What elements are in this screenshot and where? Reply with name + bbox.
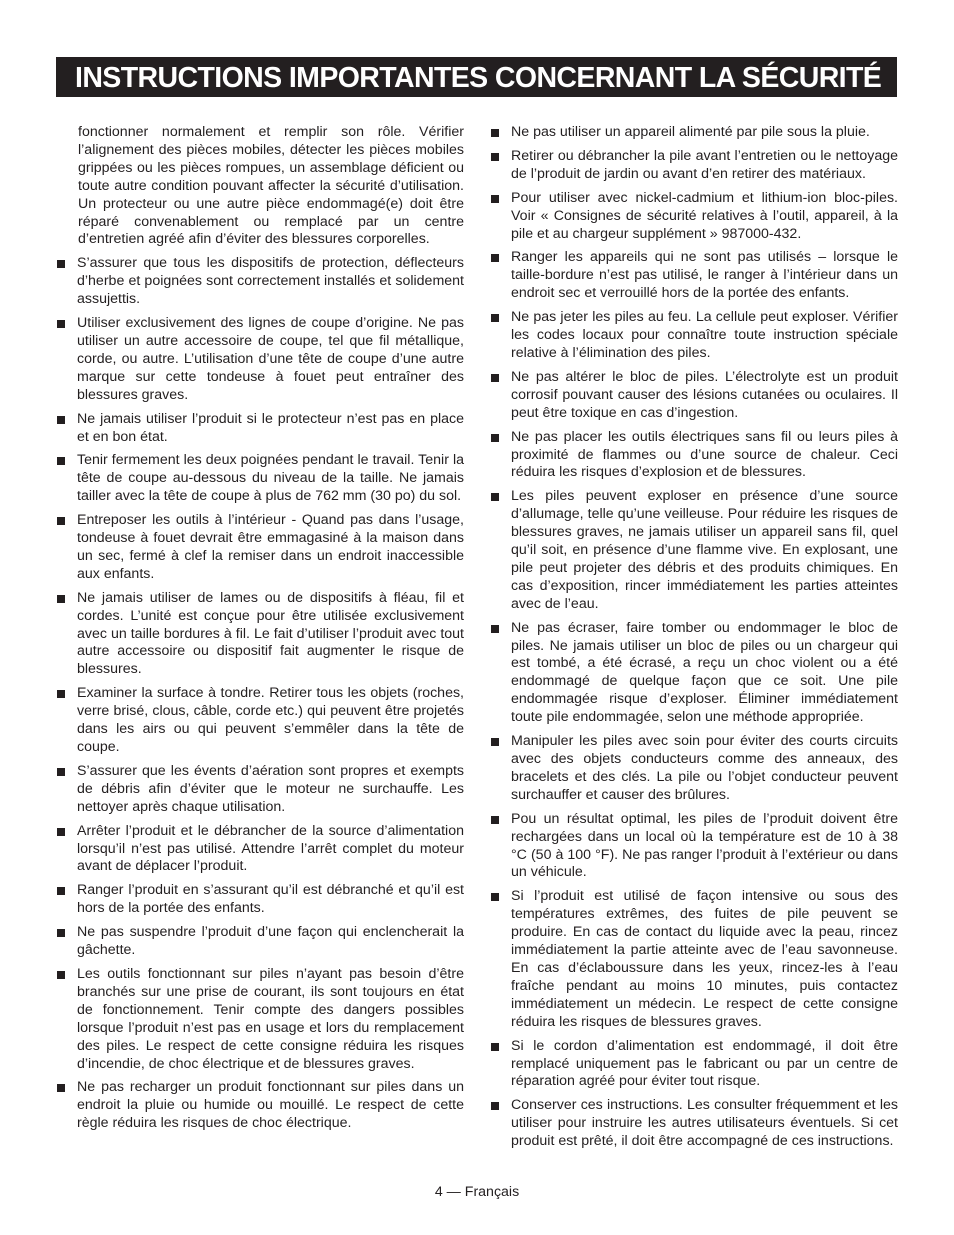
- square-bullet-icon: [57, 971, 65, 979]
- list-item: Conserver ces instructions. Les consulter fréquemment et les utiliser pour instruire les autres utilisateurs éventuels. Si cet produit est prêté, il doit être accompagné de ces instructions.: [490, 1097, 898, 1151]
- square-bullet-icon: [491, 738, 499, 746]
- square-bullet-icon: [57, 595, 65, 603]
- list-item: Ne pas recharger un produit fonctionnant sur piles dans un endroit la pluie ou humide ou mouillé. Le respect de cette règle réduira les risques de choc électrique.: [56, 1079, 464, 1133]
- list-item: Pou un résultat optimal, les piles de l’produit doivent être rechargées dans un local où la température est de 10 à 38 °C (50 à 100 °F). Ne pas ranger l’produit à l’extérieur ou dans un véhicule.: [490, 811, 898, 883]
- list-item: Ne pas écraser, faire tomber ou endommager le bloc de piles. Ne jamais utiliser un bloc de piles ou un chargeur qui est tombé, a été écrasé, a reçu un choc violent ou a été endommagé de quelque façon que ce soit. Une pile endommagée risque d’exploser. Éliminer immédiatement toute pile endommagée, selon une méthode appropriée.: [490, 620, 898, 727]
- list-item: Ne pas utiliser un appareil alimenté par pile sous la pluie.: [490, 124, 898, 142]
- square-bullet-icon: [491, 816, 499, 824]
- list-item: Ranger les appareils qui ne sont pas utilisés – lorsque le taille-bordure n’est pas utilisé, le ranger à l’intérieur dans un endroit sec et verrouillé hors de la portée des enfants.: [490, 249, 898, 303]
- square-bullet-icon: [491, 434, 499, 442]
- list-item: Ne pas suspendre l’produit d’une façon qui enclencherait la gâchette.: [56, 924, 464, 960]
- list-item: Examiner la surface à tondre. Retirer tous les objets (roches, verre brisé, clous, câble, corde etc.) qui peuvent être projetés dans les airs ou qui peuvent s’emmêler dans la tête de coupe.: [56, 685, 464, 757]
- square-bullet-icon: [57, 320, 65, 328]
- square-bullet-icon: [57, 1084, 65, 1092]
- list-item: Utiliser exclusivement des lignes de coupe d’origine. Ne pas utiliser un autre accessoire de coupe, tel que fil métallique, corde, ou autre. L’utilisation d’une tête de coupe d’une autre marque sur cette tondeuse à fouet peut entraîner des blessures graves.: [56, 315, 464, 405]
- list-item: Si le cordon d’alimentation est endommagé, il doit être remplacé uniquement pas le fabricant ou par un centre de réparation agréé pour éviter tout risque.: [490, 1038, 898, 1092]
- list-item: Ne pas placer les outils électriques sans fil ou leurs piles à proximité de flammes ou d’une source de chaleur. Ceci réduira les risques d’explosion et de blessures.: [490, 429, 898, 483]
- right-column: [490, 124, 898, 1157]
- list-item: Ne pas jeter les piles au feu. La cellule peut exploser. Vérifier les codes locaux pour connaître toute instruction spéciale relative à l’élimination des piles.: [490, 309, 898, 363]
- square-bullet-icon: [491, 1043, 499, 1051]
- left-column: [56, 124, 464, 1139]
- page-footer: 4 — Français: [434, 1184, 520, 1200]
- list-item: Pour utiliser avec nickel-cadmium et lithium-ion bloc-piles. Voir « Consignes de sécurité relatives à l’outil, appareil, à la pile et au chargeur supplément » 987000-432.: [490, 190, 898, 244]
- square-bullet-icon: [57, 517, 65, 525]
- square-bullet-icon: [57, 690, 65, 698]
- list-item: Ne pas altérer le bloc de piles. L’électrolyte est un produit corrosif pouvant causer des lésions cutanées ou oculaires. Il peut être toxique en cas d’ingestion.: [490, 369, 898, 423]
- list-item: Ranger l’produit en s’assurant qu’il est débranché et qu’il est hors de la portée des enfants.: [56, 882, 464, 918]
- list-item: S’assurer que les évents d’aération sont propres et exempts de débris afin d’éviter que le moteur ne surchauffe. Les nettoyer après chaque utilisation.: [56, 763, 464, 817]
- square-bullet-icon: [57, 768, 65, 776]
- square-bullet-icon: [491, 893, 499, 901]
- list-item: Entreposer les outils à l’intérieur - Quand pas dans l’usage, tondeuse à fouet devrait être emmagasiné à la maison dans un sec, fermé à clef la remiser dans un endroit inaccessible aux enfants.: [56, 512, 464, 584]
- square-bullet-icon: [491, 314, 499, 322]
- page-title: INSTRUCTIONS IMPORTANTES CONCERNANT LA SÉCURITÉ: [75, 62, 882, 94]
- square-bullet-icon: [491, 254, 499, 262]
- list-item: Ne jamais utiliser l’produit si le protecteur n’est pas en place et en bon état.: [56, 411, 464, 447]
- square-bullet-icon: [57, 260, 65, 268]
- continued-paragraph: fonctionner normalement et remplir son rôle. Vérifier l’alignement des pièces mobiles, détecter les pièces mobiles grippées ou les pièces rompues, un assemblage déficient ou toute autre condition pouvant affecter la sécurité d’utilisation. Un protecteur ou une autre pièce endommagé(e) doit être réparé convenablement ou remplacé par un centre d’entretien agréé afin d’éviter des blessures corporelles.: [78, 124, 464, 248]
- square-bullet-icon: [491, 195, 499, 203]
- list-item: Retirer ou débrancher la pile avant l’entretien ou le nettoyage de l’produit de jardin ou avant d’en retirer des matériaux.: [490, 148, 898, 184]
- square-bullet-icon: [491, 493, 499, 501]
- list-item: Ne jamais utiliser de lames ou de dispositifs à fléau, fil et cordes. L’unité est conçue pour être utilisée exclusivement avec un taille bordures à fil. Le fait d’utiliser l’produit avec tout autre accessoire ou dispositif fait augmenter le risque de blessures.: [56, 590, 464, 680]
- square-bullet-icon: [57, 457, 65, 465]
- square-bullet-icon: [491, 625, 499, 633]
- list-item: Les piles peuvent exploser en présence d’une source d’allumage, telle qu’une veilleuse. Pour réduire les risques de blessures graves, ne jamais utiliser un appareil sans fil, quel qu’il soit, en présence d’une flamme vive. En explosant, une pile peut projeter des débris et des produits chimiques. En cas d’exposition, rincer immédiatement les parties atteintes avec de l’eau.: [490, 488, 898, 613]
- list-item: Si l’produit est utilisé de façon intensive ou sous des températures extrêmes, des fuites de pile peuvent se produire. En cas de contact du liquide avec la peau, rincez immédiatement la partie atteinte avec de l’eau savonneuse. En cas d’éclaboussure dans les yeux, rincez-les à l’eau fraîche pendant au moins 10 minutes, puis contactez immédiatement un médecin. Le respect de cette consigne réduira les risques de blessures graves.: [490, 888, 898, 1031]
- list-item: Manipuler les piles avec soin pour éviter des courts circuits avec des objets conducteurs comme des anneaux, des bracelets et des clés. La pile ou l’objet conducteur peuvent surchauffer et causer des brûlures.: [490, 733, 898, 805]
- list-item: Les outils fonctionnant sur piles n’ayant pas besoin d’être branchés sur une prise de courant, ils sont toujours en état de fonctionnement. Tenir compte des dangers possibles lorsque l’produit n’est pas en usage et lors du remplacement des piles. Le respect de cette consigne réduira les risques d’incendie, de choc électrique et de blessures graves.: [56, 966, 464, 1073]
- square-bullet-icon: [57, 416, 65, 424]
- square-bullet-icon: [57, 887, 65, 895]
- square-bullet-icon: [491, 1102, 499, 1110]
- square-bullet-icon: [57, 929, 65, 937]
- square-bullet-icon: [491, 129, 499, 137]
- list-item: Arrêter l’produit et le débrancher de la source d’alimentation lorsqu’il n’est pas utilisé. Attendre l’arrêt complet du moteur avant de déplacer l’produit.: [56, 823, 464, 877]
- square-bullet-icon: [491, 374, 499, 382]
- section-title-bar: [56, 57, 897, 97]
- square-bullet-icon: [57, 828, 65, 836]
- list-item: S’assurer que tous les dispositifs de protection, déflecteurs d’herbe et poignées sont correctement installés et solidement assujettis.: [56, 255, 464, 309]
- square-bullet-icon: [491, 153, 499, 161]
- list-item: Tenir fermement les deux poignées pendant le travail. Tenir la tête de coupe au-dessous du niveau de la taille. Ne jamais tailler avec la tête de coupe à plus de 762 mm (30 po) du sol.: [56, 452, 464, 506]
